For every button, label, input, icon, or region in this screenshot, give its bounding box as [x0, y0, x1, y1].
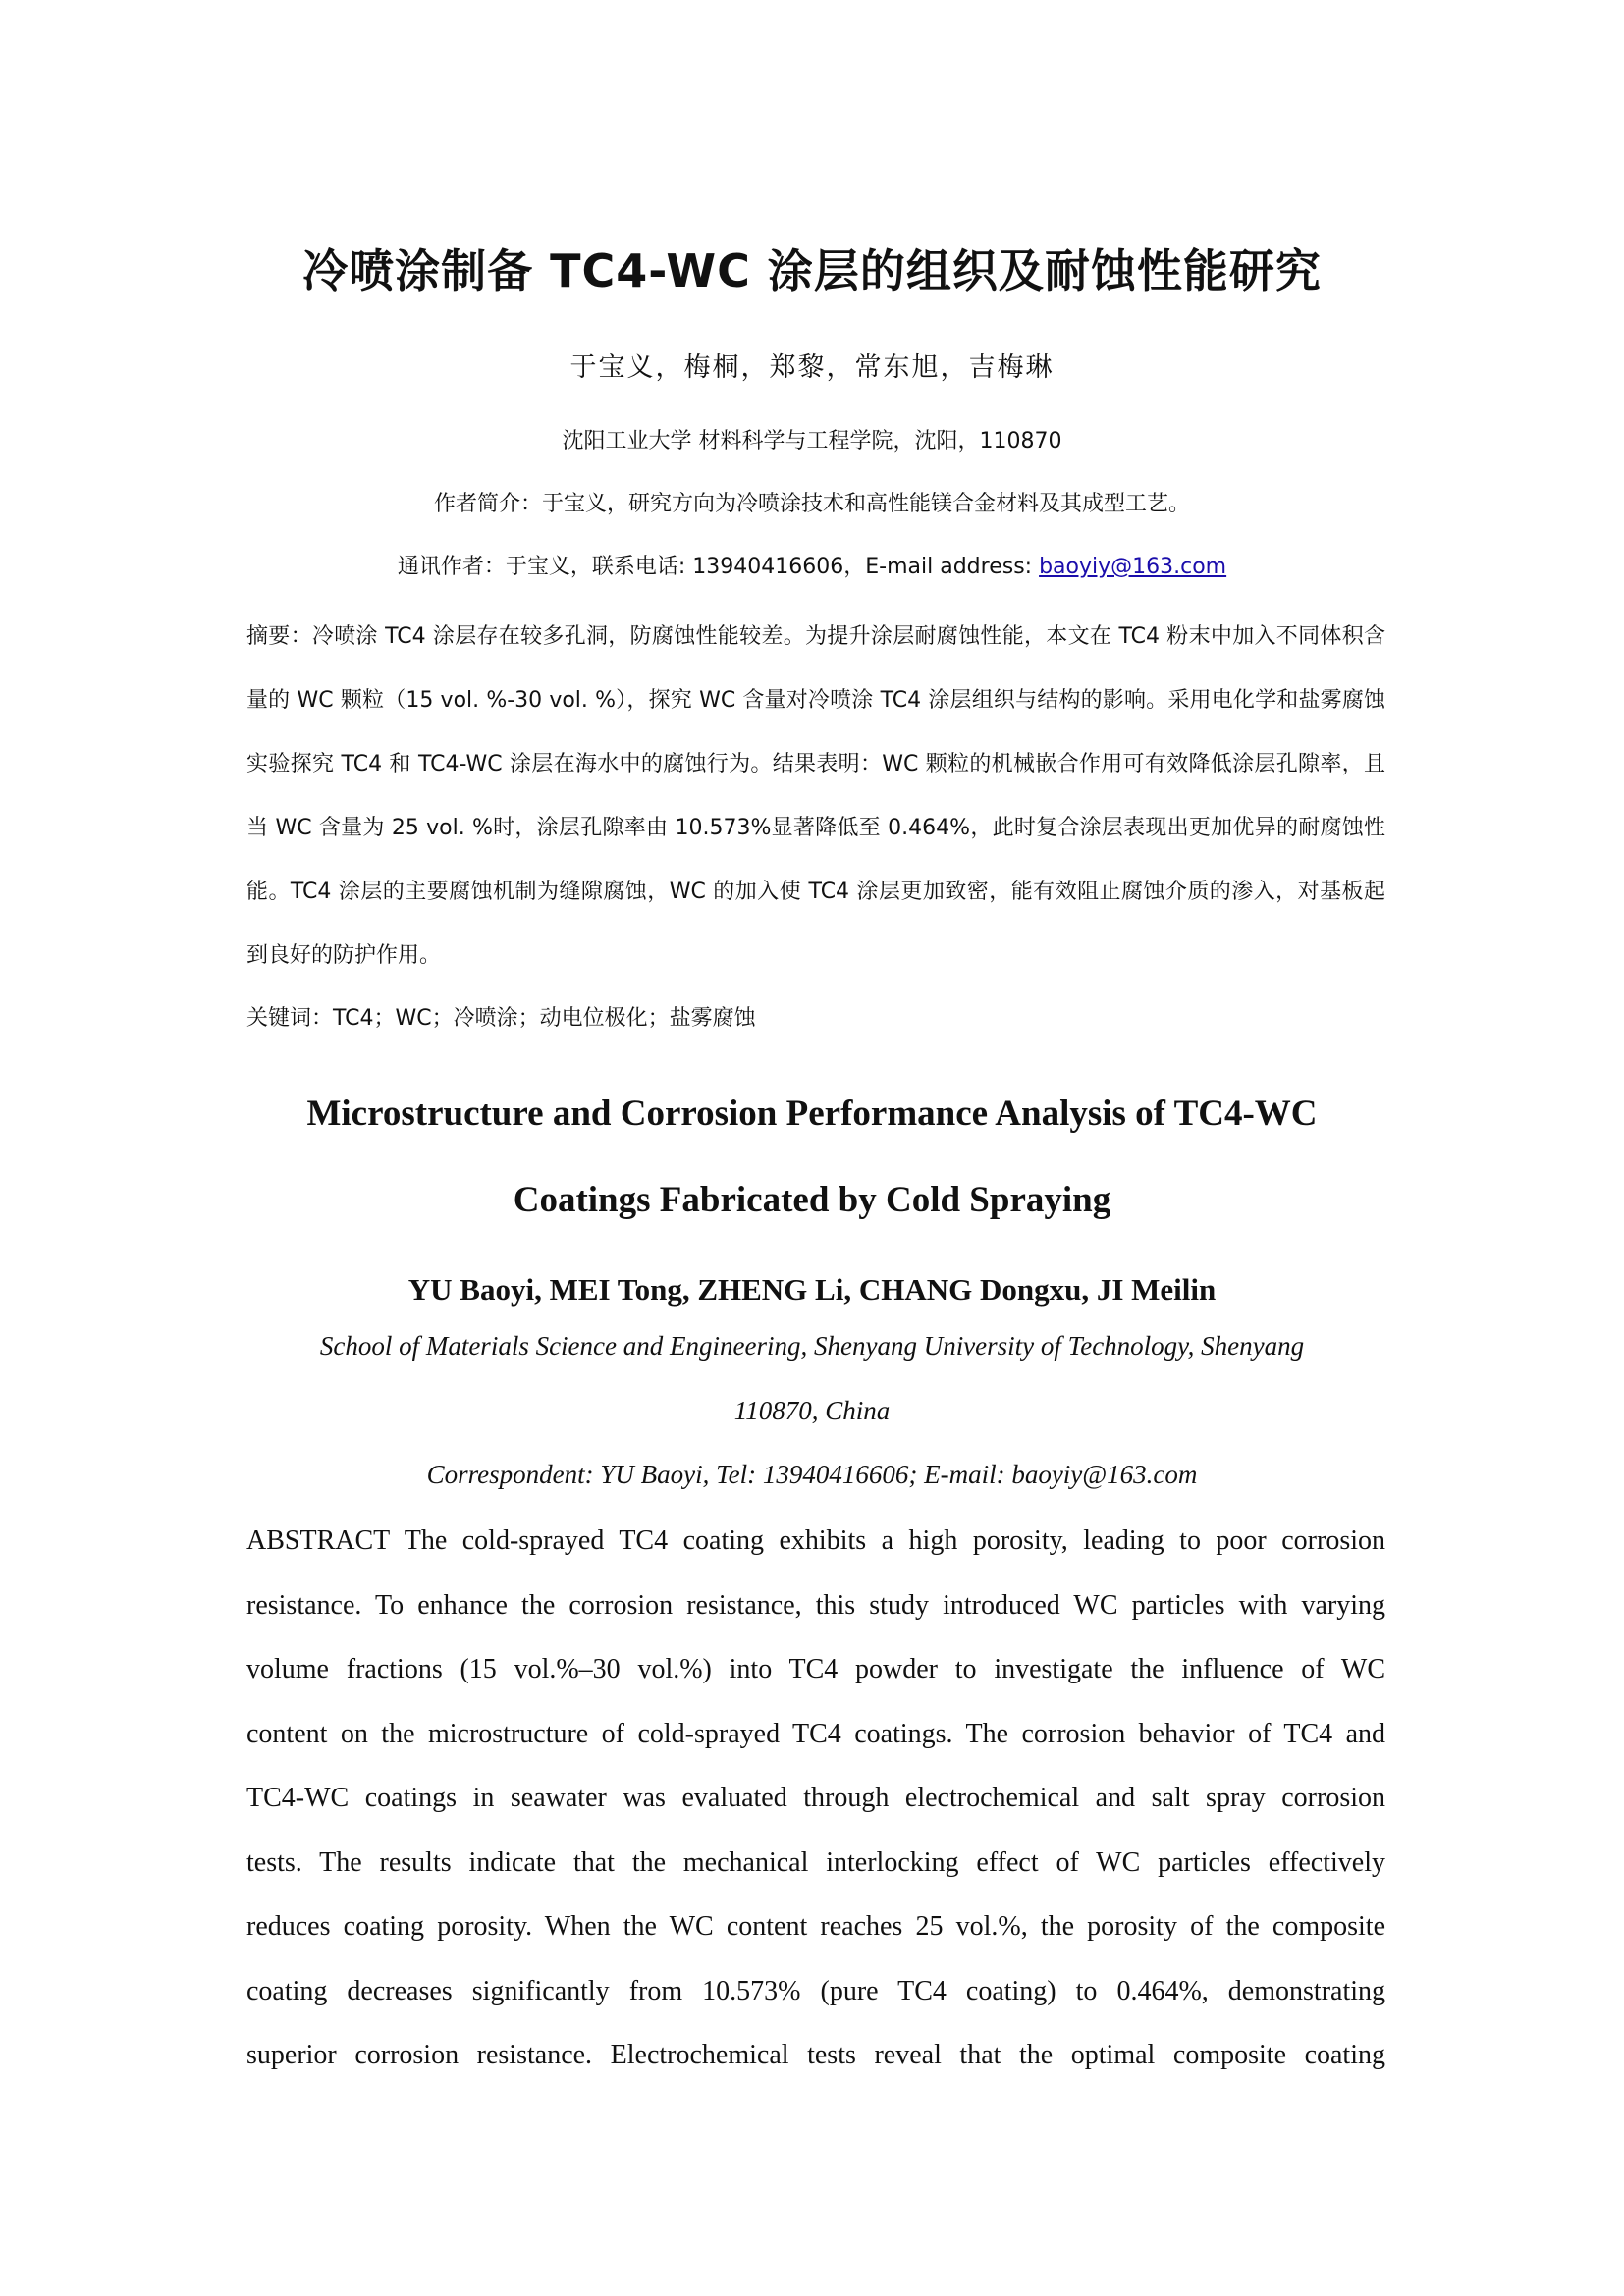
english-affiliation-line-2: 110870, China	[733, 1396, 891, 1425]
chinese-title: 冷喷涂制备 TC4-WC 涂层的组织及耐蚀性能研究	[302, 244, 1322, 297]
abstract-line: resistance. To enhance the corrosion resistance, this study introduced WC particles with varying	[246, 1589, 1385, 1621]
email-link[interactable]: baoyiy@163.com	[1039, 555, 1227, 579]
abstract-line: superior corrosion resistance. Electrochemical tests reveal that the optimal composite coating	[246, 2040, 1385, 2070]
english-title-line-1: Microstructure and Corrosion Performance Analysis of TC4-WC	[306, 1094, 1318, 1134]
english-affiliation-line-1: School of Materials Science and Engineering, Shenyang University of Technology, Shenyang	[319, 1331, 1305, 1361]
abstract-line: TC4-WC coatings in seawater was evaluated through electrochemical and salt spray corrosion	[246, 1783, 1385, 1813]
chinese-author-intro: 作者简介：于宝义，研究方向为冷喷涂技术和高性能镁合金材料及其成型工艺。	[433, 492, 1190, 516]
abstract-line: volume fractions (15 vol.%–30 vol.%) into TC4 powder to investigate the influence of WC	[246, 1654, 1385, 1684]
chinese-affiliation: 沈阳工业大学 材料科学与工程学院，沈阳，110870	[562, 429, 1062, 454]
chinese-abstract: 摘要：冷喷涂 TC4 涂层存在较多孔洞，防腐蚀性能较差。为提升涂层耐腐蚀性能，本文在 TC4 粉末中加入不同体积含量的 WC 颗粒（15 vol. %-30 vol. %），探究 WC 含量对冷喷涂 TC4 涂层组织与结构的影响。采用电化学和盐雾腐蚀实验探究 TC4 和 TC4-WC 涂层在海水中的腐蚀行为。结果表明：WC 颗粒的机械嵌合作用可有效降低涂层孔隙率，且当 WC 含量为 25 vol. %时，涂层孔隙率由 10.573%显著降低至 0.464%，此时复合涂层表现出更加优异的耐腐蚀性能。TC4 涂层的主要腐蚀机制为缝隙腐蚀，WC 的加入使 TC4 涂层更加致密，能有效阻止腐蚀介质的渗入，对基板起到良好的防护作用。	[246, 624, 1385, 968]
abstract-line: ABSTRACT The cold-sprayed TC4 coating exhibits a high porosity, leading to poor corrosion	[246, 1525, 1385, 1556]
abstract-line: tests. The results indicate that the mechanical interlocking effect of WC particles effectively	[246, 1846, 1385, 1878]
chinese-correspondent	[0, 550, 1624, 580]
english-correspondent: Correspondent: YU Baoyi, Tel: 13940416606; E-mail: baoyiy@163.com	[426, 1460, 1198, 1489]
english-abstract	[246, 1509, 1385, 2088]
chinese-authors: 于宝义，梅桐，郑黎，常东旭，吉梅琳	[569, 352, 1055, 383]
abstract-line: content on the microstructure of cold-sprayed TC4 coatings. The corrosion behavior of TC4 and	[246, 1718, 1385, 1749]
abstract-line: reduces coating porosity. When the WC content reaches 25 vol.%, the porosity of the composite	[246, 1911, 1385, 1942]
english-title-line-2: Coatings Fabricated by Cold Spraying	[513, 1180, 1111, 1220]
correspondent-text: 通讯作者：于宝义，联系电话: 13940416606，E-mail address:	[397, 555, 1040, 579]
chinese-keywords: 关键词：TC4；WC；冷喷涂；动电位极化；盐雾腐蚀	[246, 1006, 756, 1031]
abstract-line: coating decreases significantly from 10.573% (pure TC4 coating) to 0.464%, demonstrating	[246, 1975, 1385, 2006]
english-authors: YU Baoyi, MEI Tong, ZHENG Li, CHANG Dongxu, JI Meilin	[407, 1272, 1217, 1307]
